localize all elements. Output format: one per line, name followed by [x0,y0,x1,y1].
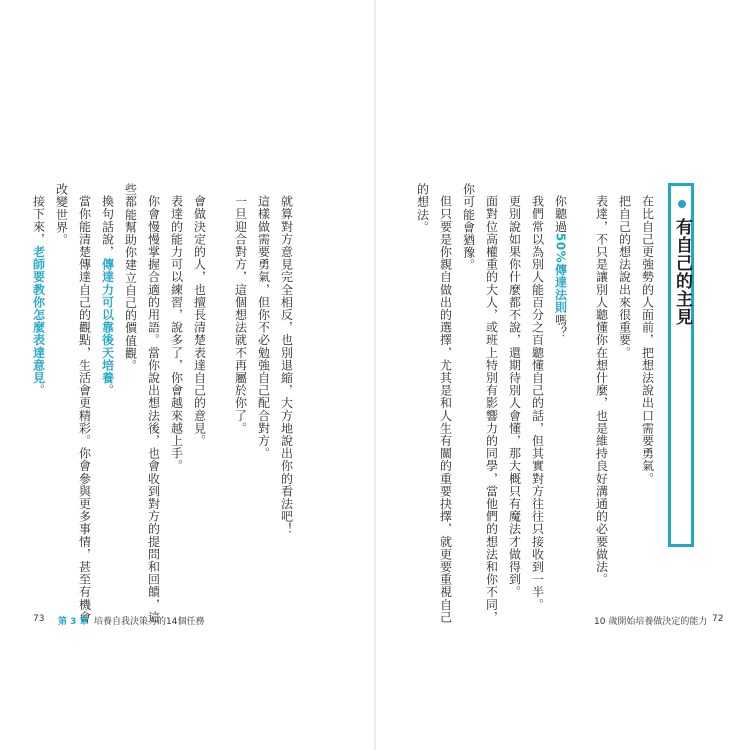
paragraph-line: 你會慢慢掌握合適的用語。當你說出想法後，也會收到對方的提問和回饋，這 [146,195,161,624]
paragraph-line: 我們常以為別人能百分之百聽懂自己的話，但其實對方往往只接收到一半。 [530,195,545,611]
paragraph-line: 一旦迎合對方，這個想法就不再屬於你了。 [233,195,248,435]
page-number-left: 73 [33,614,45,624]
paragraph-line: 表達的能力可以練習，說多了，你會越來越上手。 [169,195,184,473]
paragraph-line: 當你能清楚傳達自己的觀點，生活會更精彩。你會參與更多事情，甚至有機會 [77,195,92,624]
paragraph-line: 但只要是你親自做出的選擇，尤其是和人生有關的重要抉擇，就更要重視自己 [438,195,453,624]
paragraph-line: 會做決定的人，也擅長清楚表達自己的意見。 [192,195,207,447]
book-gutter [374,0,376,750]
running-head-right: 10 歲開始培養做決定的能力 [594,617,708,627]
paragraph-line: 的想法。 [415,183,430,234]
paragraph-line: 你聽過50%傳達法則嗎？ [553,195,568,339]
running-head-left: 培養自我決策力的14個任務 [94,617,205,627]
page-number-right: 72 [712,614,724,624]
paragraph-line: 更別說如果你什麼都不說，還期待別人會懂，那大概只有魔法才做得到。 [507,195,522,599]
paragraph-line: 你可能會猶豫。 [461,183,476,272]
highlight-text: 老師要教你怎麼表達意見 [31,245,46,385]
chapter-label: 第 3 章 [58,617,89,627]
highlight-text: 50%傳達法則 [553,232,568,314]
paragraph-line: 些都能幫助你建立自己的價值觀。 [123,183,138,372]
paragraph-line: 改變世界。 [54,183,69,246]
section-title-box [668,183,694,547]
section-title: 有自己的主見 [672,218,692,326]
paragraph-line: 換句話說，傳達力可以靠後天培養。 [100,195,115,397]
paragraph-line: 這樣做需要勇氣，但你不必勉強自己配合對方。 [256,195,271,460]
paragraph-line: 就算對方意見完全相反，也別退縮，大方地說出你的看法吧！ [279,195,294,536]
highlight-text: 傳達力可以靠後天培養 [100,258,115,384]
paragraph-line: 把自己的想法說出來很重要。 [617,195,632,359]
paragraph-line: 在比自己更強勢的人面前，把想法說出口需要勇氣。 [640,195,655,485]
paragraph-line: 表達，不只是讓別人聽懂你在想什麼，也是維持良好溝通的必要做法。 [594,195,609,586]
title-bullet-icon [678,200,686,208]
paragraph-line: 面對位高權重的大人，或班上特別有影響力的同學，當他們的想法和你不同， [484,195,499,624]
paragraph-line: 接下來，老師要教你怎麼表達意見。 [31,195,46,397]
